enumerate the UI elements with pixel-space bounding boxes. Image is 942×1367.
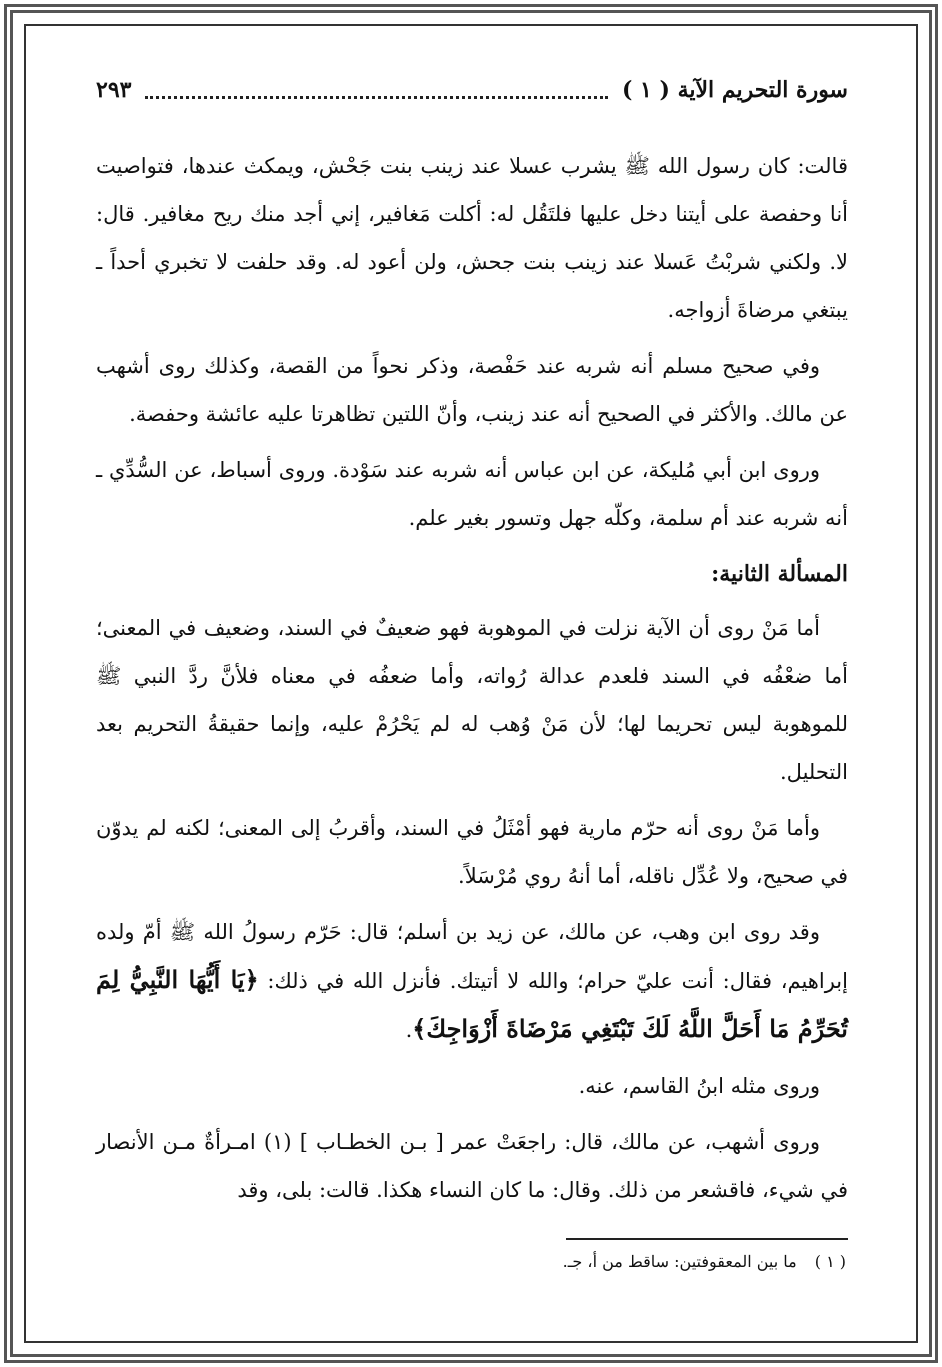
- running-header: [96, 70, 848, 110]
- running-header-title: سورة التحريم الآية ( ١ ): [621, 77, 848, 103]
- paragraph: أما مَنْ روى أن الآية نزلت في الموهوبة فهو ضعيفٌ في السند، وضعيف في المعنى؛ أما ضعْفُه في السند فلعدم عدالة رُواته، وأما ضعفُه في معناه فلأنَّ ردَّ النبي ﷺ للموهوبة ليس تحريما لها؛ لأن مَنْ وُهب له لم يَحْرُمْ عليه، وإنما حقيقةُ التحريم بعد التحليل.: [96, 616, 848, 784]
- footnote-separator: [566, 1238, 848, 1240]
- body-text: [96, 142, 848, 1214]
- section-heading: المسألة الثانية:: [711, 561, 848, 587]
- footnote-marker: ( ١ ): [814, 1252, 846, 1271]
- paragraph: وفي صحيح مسلم أنه شربه عند حَفْصة، وذكر نحواً من القصة، وكذلك روى أشهب عن مالك. والأكثر في الصحيح أنه عند زينب، وأنّ اللتين تظاهرتا عليه عائشة وحفصة.: [96, 354, 848, 426]
- paragraph: وروى مثله ابنُ القاسم، عنه.: [578, 1074, 820, 1098]
- paragraph: وروى أشهب، عن مالك، قال: راجعَتْ عمر [ بـن الخطـاب ] (١) امـرأةٌ مـن الأنصار في شيء، فاقشعر من ذلك. وقال: ما كان النساء هكذا. قالت: بلى، وقد: [96, 1130, 848, 1202]
- footnote-text: ما بين المعقوفتين: ساقط من أ، جـ.: [562, 1252, 797, 1271]
- paragraph: وروى ابن أبي مُليكة، عن ابن عباس أنه شربه عند سَوْدة. وروى أسباط، عن السُّدِّي ـ أنه شربه عند أم سلمة، وكلّه جهل وتسور بغير علم.: [96, 458, 848, 530]
- paragraph-text: وقد روى ابن وهب، عن مالك، عن زيد بن أسلم؛ قال: حَرّم رسولُ الله ﷺ أمّ ولده إبراهيم، فقال: أنت عليّ حرام؛ والله لا أتيتك. فأنزل الله في ذلك:: [96, 920, 848, 993]
- header-dot-leader: [145, 82, 608, 99]
- page-content: [96, 70, 848, 1287]
- quran-verse: ﴿يَا أَيُّهَا النَّبِيُّ لِمَ تُحَرِّمُ مَا أَحَلَّ اللَّهُ لَكَ تَبْتَغِي مَرْضَاةَ أَزْوَاجِكَ﴾: [96, 965, 848, 1043]
- paragraph: قالت: كان رسول الله ﷺ يشرب عسلا عند زينب بنت جَحْش، ويمكث عندها، فتواصيت أنا وحفصة على أيتنا دخل عليها فلتَقُل له: أكلت مَغافير، إني أجد منك ريح مغافير. قال: لا. ولكني شربْتُ عَسلا عند زينب بنت جحش، ولن أعود له. وقد حلفت لا تخبري أحداً ـ يبتغي مرضاةَ أزواجه.: [96, 154, 848, 322]
- paragraph-with-quran-verse: [96, 908, 848, 1054]
- page-number: ٢٩٣: [96, 77, 132, 103]
- paragraph-text-end: .: [405, 1018, 413, 1042]
- paragraph: وأما مَنْ روى أنه حرّم مارية فهو أمْثَلُ في السند، وأقربُ إلى المعنى؛ لكنه لم يدوّن في صحيح، ولا عُدِّل ناقله، أما أنهُ روي مُرْسَلاً.: [96, 816, 848, 888]
- footnote: [563, 1252, 846, 1271]
